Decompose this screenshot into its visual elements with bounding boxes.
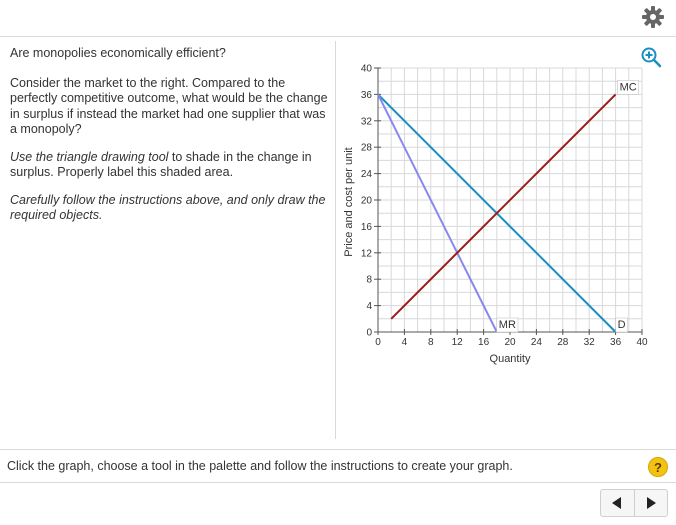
question-note: Carefully follow the instructions above, and only draw the required objects. [10, 192, 326, 222]
y-tick-label: 36 [360, 89, 372, 101]
previous-button[interactable] [601, 490, 635, 516]
arrow-left-icon [601, 490, 634, 516]
graph-instructions: Click the graph, choose a tool in the palette and follow the instructions to create your graph. [7, 459, 513, 473]
x-tick-label: 20 [504, 337, 516, 348]
curve-labels [497, 80, 639, 332]
y-tick-label: 4 [366, 301, 372, 313]
x-tick-label: 16 [478, 337, 490, 348]
x-tick-label: 4 [401, 337, 408, 348]
y-tick-label: 28 [360, 142, 372, 154]
x-axis-label: Quantity [489, 353, 531, 365]
y-tick-label: 0 [366, 327, 372, 339]
market-graph[interactable] [336, 56, 656, 368]
curve-label-d: D [617, 319, 626, 331]
curve-label-mc: MC [619, 81, 637, 94]
y-tick-label: 32 [360, 116, 372, 128]
top-toolbar [0, 0, 676, 37]
x-tick-label: 36 [610, 337, 622, 348]
nav-divider [0, 482, 676, 483]
y-tick-label: 24 [360, 169, 372, 181]
x-tick-label: 8 [428, 337, 434, 348]
arrow-right-icon [634, 490, 667, 516]
x-tick-label: 0 [375, 337, 381, 348]
y-tick-label: 20 [360, 195, 372, 207]
question-title: Are monopolies economically efficient? [10, 46, 226, 60]
next-button[interactable] [634, 490, 667, 516]
curve-label-mr: MR [498, 319, 516, 331]
instruction-tool-name: Use the triangle drawing tool [10, 149, 169, 164]
question-navigation [600, 489, 668, 517]
y-axis-label: Price and cost per unit [343, 147, 355, 257]
curve-mc [391, 94, 615, 318]
question-body: Consider the market to the right. Compared to the perfectly competitive outcome, what would be the change in surplus if instead the market had one supplier that was a monopoly? [10, 75, 328, 136]
x-tick-label: 12 [451, 337, 463, 348]
instruction-text: to shade in the change in surplus. Properly label this shaded area. [10, 149, 312, 179]
y-tick-label: 40 [360, 63, 372, 75]
y-tick-label: 12 [360, 248, 372, 260]
y-tick-label: 8 [366, 274, 372, 286]
question-instruction [10, 150, 328, 181]
x-tick-label: 32 [583, 337, 595, 348]
question-panel [10, 46, 328, 236]
footer-divider [0, 449, 676, 450]
x-tick-label: 28 [557, 337, 569, 348]
x-tick-label: 40 [636, 337, 648, 348]
gear-icon[interactable] [641, 5, 665, 29]
y-tick-label: 16 [360, 221, 372, 233]
x-tick-label: 24 [530, 337, 542, 348]
help-icon[interactable]: ? [648, 457, 668, 477]
